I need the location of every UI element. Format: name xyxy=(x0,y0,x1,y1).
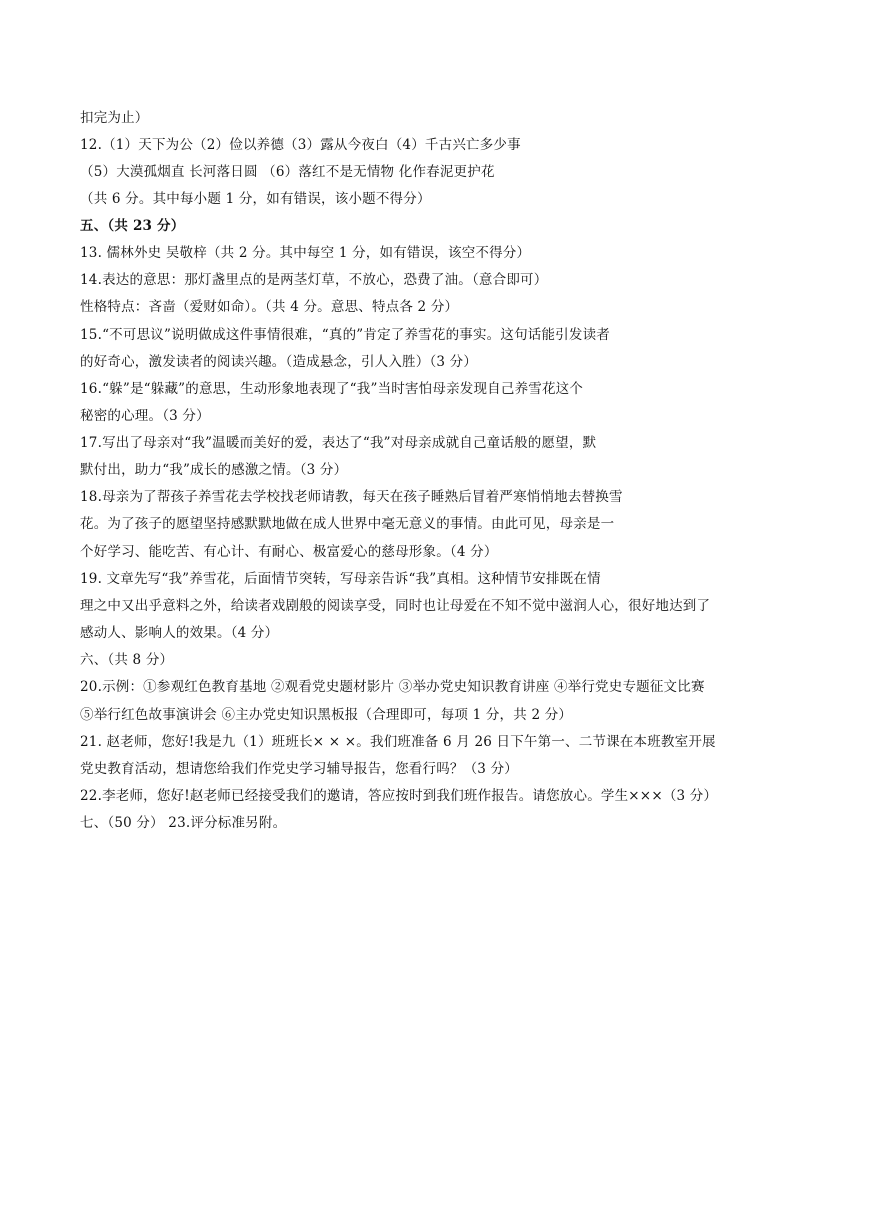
text-line: （共 6 分。其中每小题 1 分，如有错误，该小题不得分） xyxy=(80,191,431,207)
text-line: 党史教育活动，想请您给我们作党史学习辅导报告，您看行吗？（3 分） xyxy=(80,761,518,777)
text-line: 理之中又出乎意料之外，给读者戏剧般的阅读享受，同时也让母爱在不知不觉中滋润人心，很好地达到了 xyxy=(80,598,711,614)
text-line: 18.母亲为了帮孩子养雪花去学校找老师请教，每天在孩子睡熟后冒着严寒悄悄地去替换雪 xyxy=(80,489,623,505)
text-line: ⑤举行红色故事演讲会 ⑥主办党史知识黑板报（合理即可，每项 1 分，共 2 分） xyxy=(80,707,573,723)
section-heading: 五、（共 23 分） xyxy=(80,218,185,234)
text-line: 16.“躲”是“躲藏”的意思，生动形象地表现了“我”当时害怕母亲发现自己养雪花这个 xyxy=(80,381,584,397)
text-line: 秘密的心理。（3 分） xyxy=(80,408,210,424)
text-line: 19. 文章先写“我”养雪花，后面情节突转，写母亲告诉“我”真相。这种情节安排既在情 xyxy=(80,571,601,587)
text-line: 性格特点：吝啬（爱财如命）。（共 4 分。意思、特点各 2 分） xyxy=(80,299,459,315)
text-line: 14.表达的意思：那灯盏里点的是两茎灯草，不放心，恐费了油。（意合即可） xyxy=(80,272,548,288)
text-line: 扣完为止） xyxy=(80,110,149,126)
text-line: 15.“不可思议”说明做成这件事情很难，“真的”肯定了养雪花的事实。这句话能引发读者 xyxy=(80,327,610,343)
text-line: 12.（1）天下为公（2）俭以养德（3）露从今夜白（4）千古兴亡多少事 xyxy=(80,137,521,153)
text-line: 感动人、影响人的效果。（4 分） xyxy=(80,625,279,641)
text-line: 13. 儒林外史 吴敬梓（共 2 分。其中每空 1 分，如有错误，该空不得分） xyxy=(80,245,531,261)
text-line: 20.示例：①参观红色教育基地 ②观看党史题材影片 ③举办党史知识教育讲座 ④举行党史专题征文比赛 xyxy=(80,679,705,695)
text-line: （5）大漠孤烟直 长河落日圆 （6）落红不是无情物 化作春泥更护花 xyxy=(80,164,495,180)
text-line: 17.写出了母亲对“我”温暖而美好的爱，表达了“我”对母亲成就自己童话般的愿望，默 xyxy=(80,435,597,451)
text-line: 花。为了孩子的愿望坚持感默默地做在成人世界中毫无意义的事情。由此可见，母亲是一 xyxy=(80,516,615,532)
section-heading: 六、（共 8 分） xyxy=(80,652,174,668)
section-heading: 七、（50 分） 23.评分标准另附。 xyxy=(80,815,287,831)
text-line: 默付出，助力“我”成长的感激之情。（3 分） xyxy=(80,462,348,478)
text-line: 的好奇心，激发读者的阅读兴趣。（造成悬念，引人入胜）（3 分） xyxy=(80,354,478,370)
text-line: 22.李老师，您好!赵老师已经接受我们的邀请，答应按时到我们班作报告。请您放心。学生×××（3 分） xyxy=(80,788,718,804)
text-line: 个好学习、能吃苦、有心计、有耐心、极富爱心的慈母形象。（4 分） xyxy=(80,544,498,560)
text-line: 21. 赵老师，您好!我是九（1）班班长× × ×。我们班准备 6 月 26 日下午第一、二节课在本班教室开展 xyxy=(80,734,716,750)
